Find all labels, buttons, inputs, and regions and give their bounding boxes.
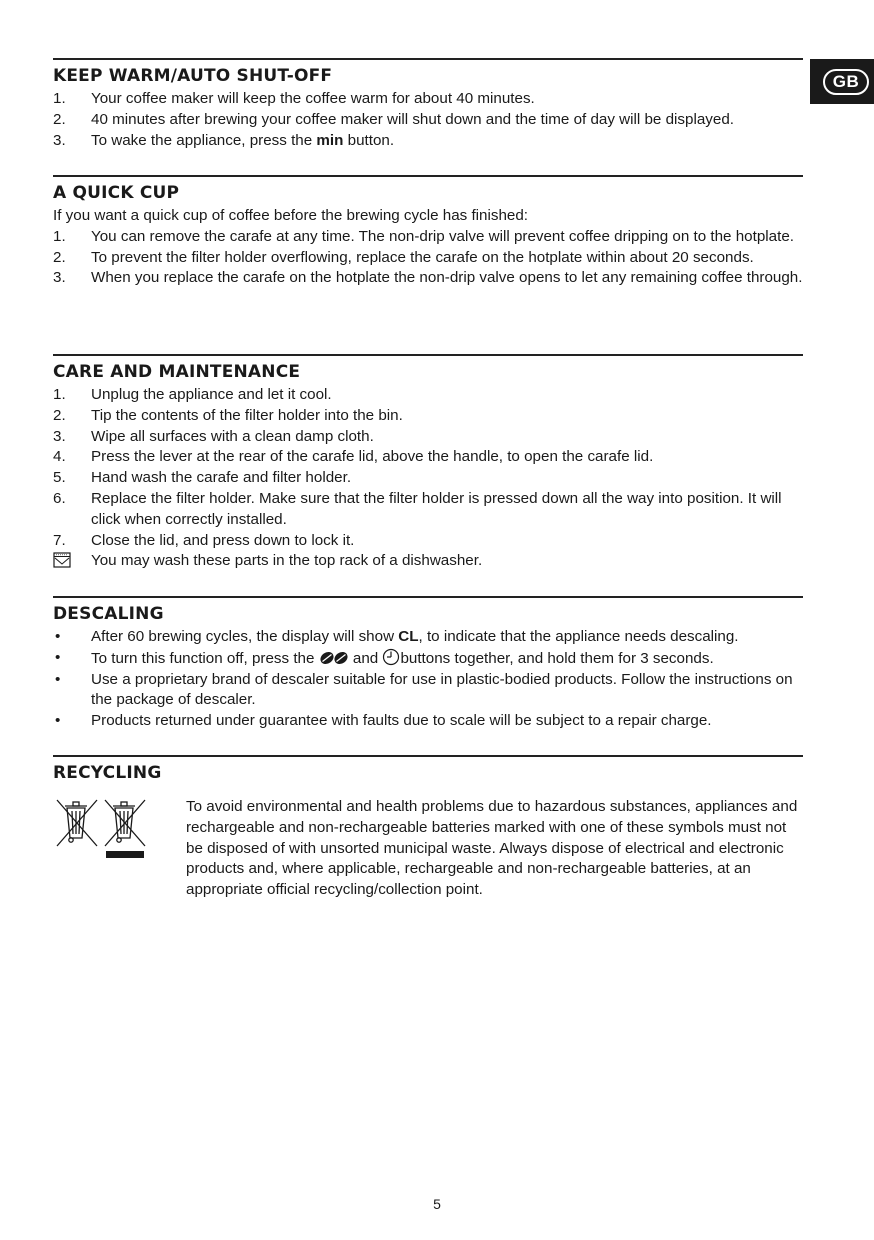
- section-title: KEEP WARM/AUTO SHUT-OFF: [53, 66, 333, 86]
- list-item: • After 60 brewing cycles, the display will show CL, to indicate that the appliance needs descaling.: [55, 628, 739, 645]
- recycling-text: To avoid environmental and health problems due to hazardous substances, appliances and rechargeable and non-rechargeable batteries marked with one of these symbols must not be disposed of with unsorted municipal waste. Always dispose of electrical and electronic products and, where applicable, rechargeable and non-rechargeable batteries, at an appropriate official recycling/collection point.: [186, 798, 798, 899]
- strength-beans-icon: [319, 650, 349, 666]
- list-item: 1. Your coffee maker will keep the coffee warm for about 40 minutes.: [53, 90, 535, 107]
- page-number: 5: [433, 1196, 441, 1212]
- weee-symbols: [55, 798, 147, 865]
- section-divider: [53, 354, 803, 356]
- section-intro: If you want a quick cup of coffee before the brewing cycle has finished:: [53, 207, 529, 224]
- section-care-maintenance: [53, 354, 803, 572]
- list-item: 7. Close the lid, and press down to lock it.: [53, 531, 355, 549]
- list-item: 2. To prevent the filter holder overflowing, replace the carafe on the hotplate within about 20 seconds.: [53, 248, 754, 266]
- section-keep-warm: [53, 58, 803, 151]
- min-button-label: min: [316, 131, 344, 149]
- section-quick-cup: [53, 175, 803, 289]
- list-item: 1. Unplug the appliance and let it cool.: [53, 386, 332, 403]
- list-item: 3. Wipe all surfaces with a clean damp cloth.: [53, 427, 374, 445]
- list-item: • Products returned under guarantee with faults due to scale will be subject to a repair charge.: [55, 712, 712, 730]
- list-item: • To turn this function off, press the and buttons together, and hold them for 3 seconds.: [55, 648, 714, 667]
- dishwasher-note: You may wash these parts in the top rack of a dishwasher.: [53, 551, 803, 572]
- section-title: A QUICK CUP: [53, 183, 180, 203]
- list-item: 5. Hand wash the carafe and filter holder.: [53, 469, 352, 487]
- cl-code: CL: [398, 628, 419, 645]
- clock-icon: [382, 648, 400, 666]
- section-title: DESCALING: [53, 604, 164, 624]
- section-descaling: [53, 596, 803, 732]
- list-item: 2. Tip the contents of the filter holder into the bin.: [53, 406, 403, 424]
- list-item: 3. When you replace the carafe on the hotplate the non-drip valve opens to let any remaining coffee through.: [53, 269, 803, 287]
- section-divider: [53, 58, 803, 60]
- section-divider: [53, 596, 803, 598]
- list-item: • Use a proprietary brand of descaler suitable for use in plastic-bodied products. Follow the instructions on the package of descaler.: [55, 670, 793, 709]
- list-item: 4. Press the lever at the rear of the carafe lid, above the handle, to open the carafe lid.: [53, 448, 654, 466]
- list-item: 6. Replace the filter holder. Make sure that the filter holder is pressed down all the way into position. It will click when correctly installed.: [53, 489, 782, 528]
- crossed-bin-icon: [55, 798, 147, 860]
- section-title: RECYCLING: [53, 763, 162, 783]
- section-title: CARE AND MAINTENANCE: [53, 362, 301, 382]
- dishwasher-icon: [53, 552, 71, 568]
- section-divider: [53, 175, 803, 177]
- section-divider: [53, 755, 803, 757]
- list-item: 1. You can remove the carafe at any time. The non-drip valve will prevent coffee dripping on to the hotplate.: [53, 227, 794, 245]
- list-item: 2. 40 minutes after brewing your coffee maker will shut down and the time of day will be displayed.: [53, 110, 734, 128]
- language-tab: [810, 59, 874, 104]
- list-item: 3. To wake the appliance, press the min button.: [53, 131, 395, 149]
- section-recycling: [53, 755, 803, 786]
- language-label: GB: [823, 69, 869, 95]
